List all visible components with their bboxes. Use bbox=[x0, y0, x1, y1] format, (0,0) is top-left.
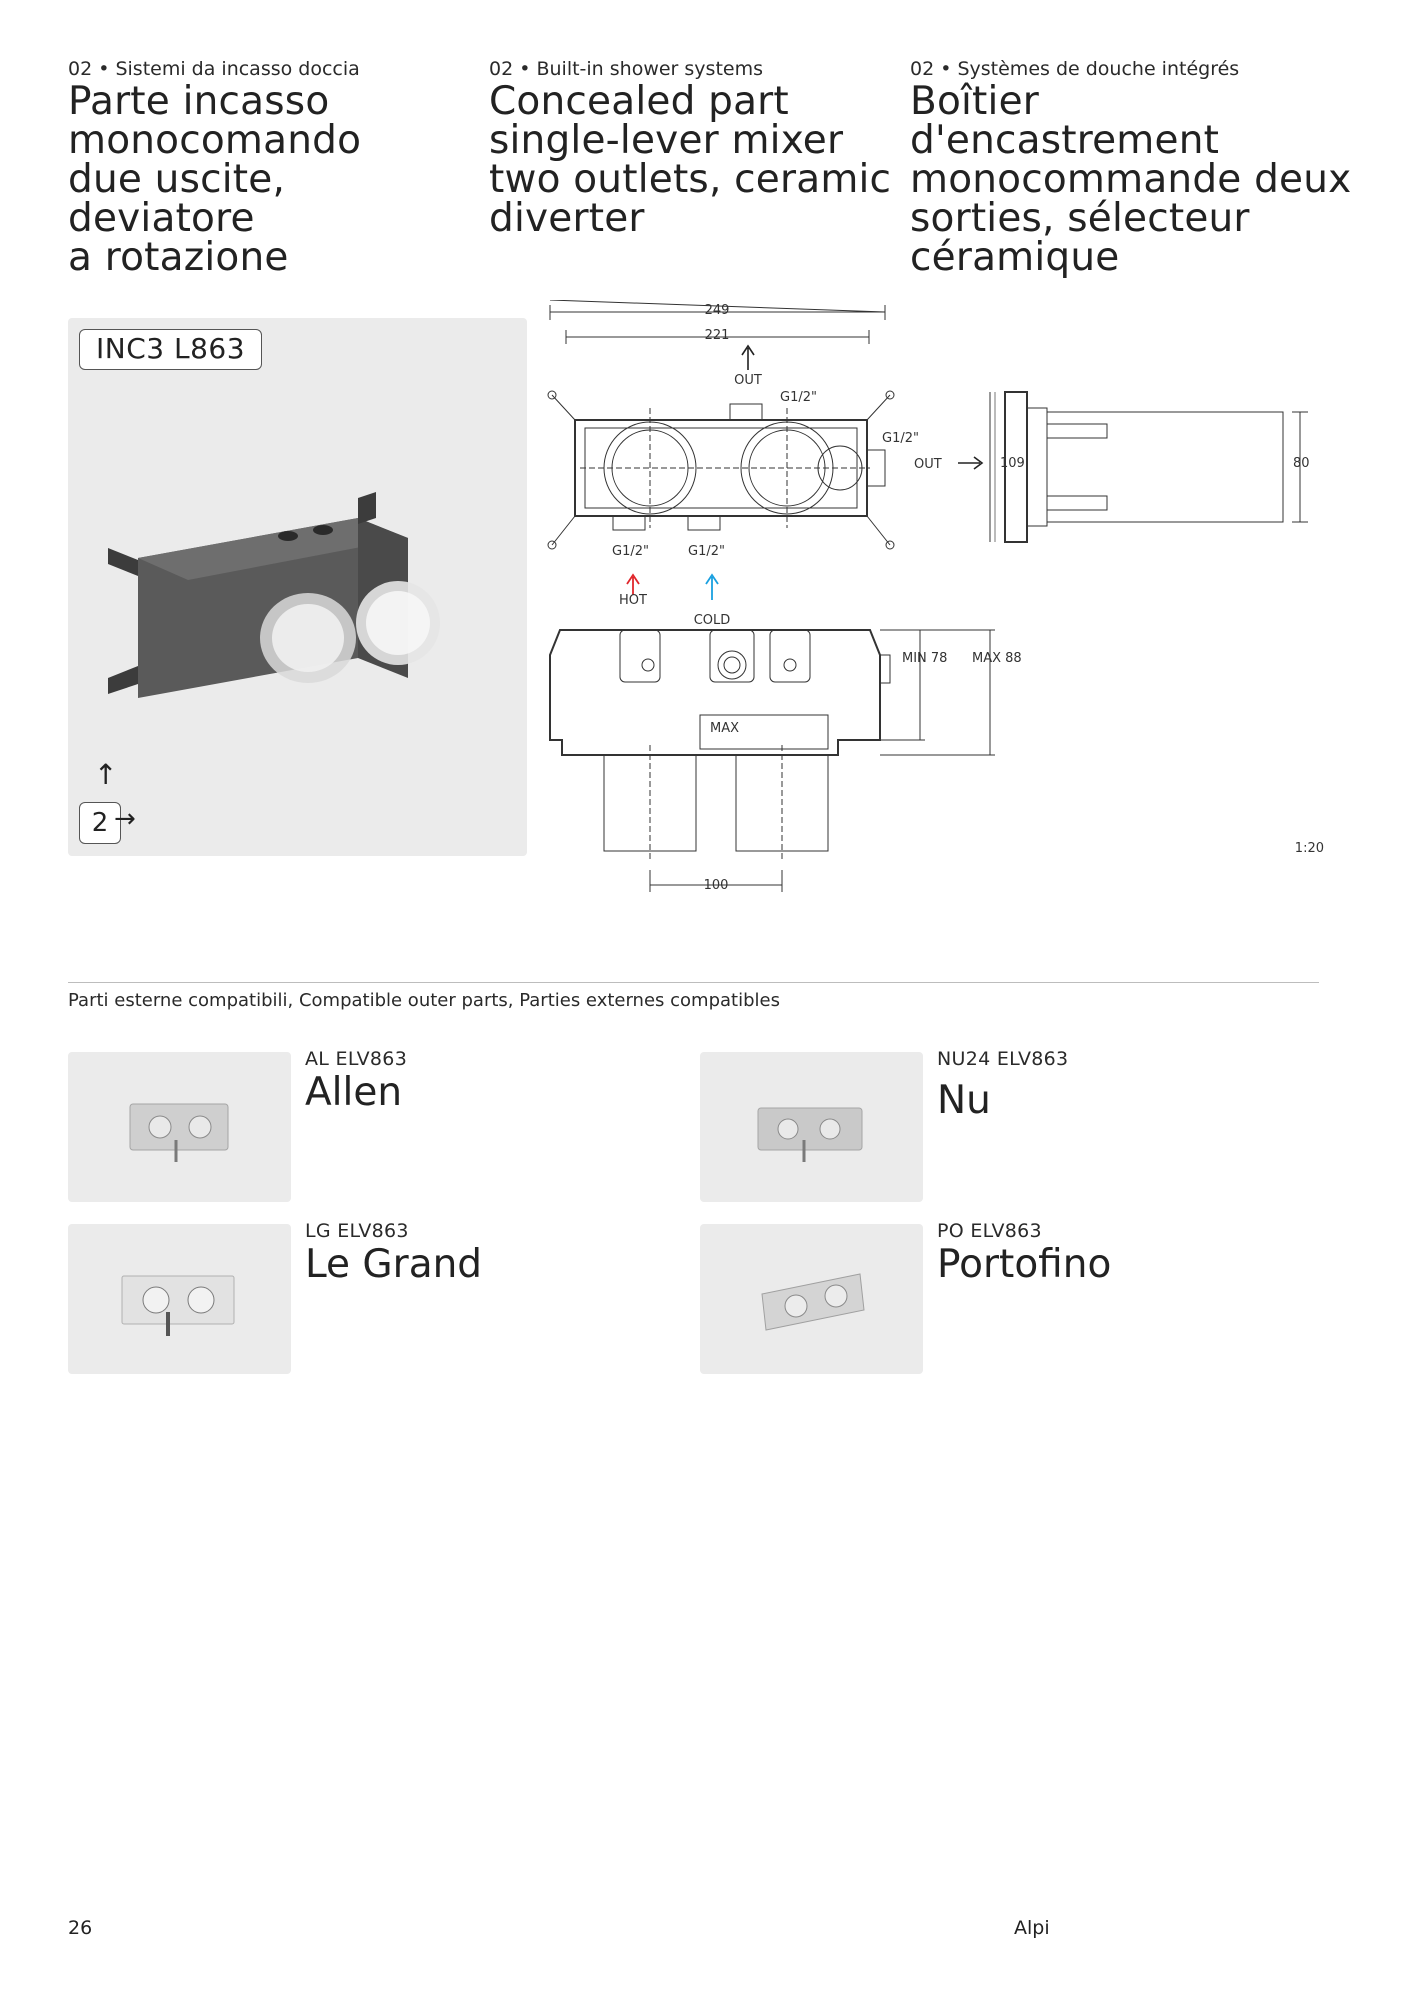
product-thumbnail bbox=[68, 1224, 291, 1374]
max-mark-label: MAX bbox=[710, 721, 740, 736]
min78-label: MIN 78 bbox=[902, 651, 948, 666]
title-line: Boîtier d'encastrement bbox=[910, 79, 1220, 163]
product-code-badge: INC3 L863 bbox=[79, 329, 262, 370]
section-divider bbox=[68, 982, 1319, 983]
title-line: monocomando bbox=[68, 118, 362, 163]
g12-right-label: G1/2" bbox=[882, 431, 919, 446]
g12-cold-label: G1/2" bbox=[688, 544, 725, 559]
brand-name: Alpi bbox=[1014, 1917, 1050, 1939]
dim-249-label: 249 bbox=[704, 303, 730, 318]
g12-top-label: G1/2" bbox=[780, 390, 817, 405]
product-code: LG ELV863 bbox=[305, 1220, 409, 1242]
header-english bbox=[489, 58, 899, 241]
page-title-en bbox=[489, 79, 899, 241]
page-title-it bbox=[68, 79, 478, 280]
hot-arrow-icon bbox=[627, 575, 639, 595]
hot-label: HOT bbox=[619, 593, 647, 608]
product-code: PO ELV863 bbox=[937, 1220, 1042, 1242]
product-thumbnail bbox=[68, 1052, 291, 1202]
title-line: two outlets, ceramic bbox=[489, 157, 892, 202]
title-line: due uscite, deviatore bbox=[68, 157, 286, 241]
dim-221-label: 221 bbox=[704, 328, 730, 343]
page-title-fr bbox=[910, 79, 1360, 280]
product-name: Allen bbox=[305, 1070, 403, 1115]
header-french bbox=[910, 58, 1360, 280]
product-code: NU24 ELV863 bbox=[937, 1048, 1069, 1070]
dim-80-label: 80 bbox=[1293, 456, 1310, 471]
product-thumbnail bbox=[700, 1224, 923, 1374]
page-number: 26 bbox=[68, 1917, 93, 1939]
dim-109-label: 109 bbox=[1000, 456, 1025, 471]
title-line: single-lever mixer bbox=[489, 118, 844, 163]
title-line: Parte incasso bbox=[68, 79, 330, 124]
title-line: Concealed part bbox=[489, 79, 789, 124]
dim-100-label: 100 bbox=[703, 878, 729, 893]
section-label-fr: 02 • Systèmes de douche intégrés bbox=[910, 58, 1240, 80]
concealed-box-illustration bbox=[108, 488, 528, 748]
header-italian bbox=[68, 58, 478, 280]
mixer-plate-icon bbox=[700, 1052, 923, 1202]
title-line: a rotazione bbox=[68, 235, 289, 280]
section-label-en: 02 • Built-in shower systems bbox=[489, 58, 763, 80]
product-name: Nu bbox=[937, 1078, 991, 1123]
mixer-plate-icon bbox=[68, 1224, 291, 1374]
out-right-label: OUT bbox=[914, 457, 942, 472]
g12-hot-label: G1/2" bbox=[612, 544, 649, 559]
compatible-parts-heading: Parti esterne compatibili, Compatible outer parts, Parties externes compatibles bbox=[68, 990, 780, 1011]
title-line: diverter bbox=[489, 196, 645, 241]
arrow-up-icon: ↑ bbox=[94, 758, 118, 791]
product-image-panel bbox=[68, 318, 527, 856]
scale-label: 1:20 bbox=[1294, 841, 1324, 856]
max88-label: MAX 88 bbox=[972, 651, 1022, 666]
out-top-label: OUT bbox=[734, 373, 762, 388]
cold-arrow-icon bbox=[706, 575, 718, 600]
title-line: sorties, sélecteur bbox=[910, 196, 1250, 241]
product-code: AL ELV863 bbox=[305, 1048, 408, 1070]
technical-drawing bbox=[540, 300, 1330, 900]
product-name: Portofino bbox=[937, 1242, 1112, 1287]
cold-label: COLD bbox=[693, 613, 731, 628]
title-line: céramique bbox=[910, 235, 1120, 280]
quantity-badge: 2 bbox=[79, 802, 121, 844]
mixer-plate-icon bbox=[68, 1052, 291, 1202]
arrow-right-icon: → bbox=[114, 804, 136, 834]
product-name: Le Grand bbox=[305, 1242, 483, 1287]
mixer-plate-icon bbox=[700, 1224, 923, 1374]
product-thumbnail bbox=[700, 1052, 923, 1202]
title-line: monocommande deux bbox=[910, 157, 1352, 202]
section-label-it: 02 • Sistemi da incasso doccia bbox=[68, 58, 360, 80]
